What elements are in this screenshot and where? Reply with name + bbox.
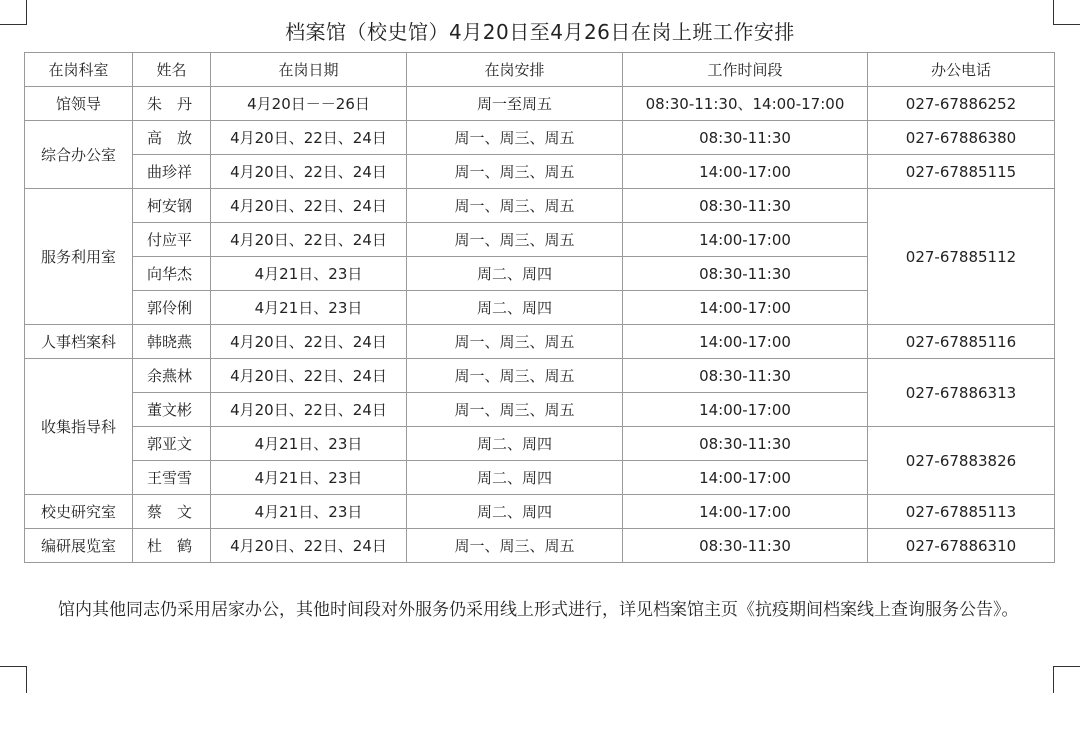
table-row — [25, 427, 1055, 461]
dept-cell: 馆领导 — [25, 87, 133, 121]
name-cell: 柯安钢 — [133, 189, 211, 223]
header-dates: 在岗日期 — [211, 53, 407, 87]
time-cell: 08:30-11:30 — [623, 121, 868, 155]
phone-cell: 027-67885116 — [868, 325, 1055, 359]
phone-cell: 027-67883826 — [868, 427, 1055, 495]
phone-cell: 027-67885113 — [868, 495, 1055, 529]
days-cell: 周一、周三、周五 — [407, 529, 623, 563]
dates-cell: 4月21日、23日 — [211, 427, 407, 461]
dates-cell: 4月20日、22日、24日 — [211, 393, 407, 427]
time-cell: 14:00-17:00 — [623, 461, 868, 495]
days-cell: 周一、周三、周五 — [407, 223, 623, 257]
name-cell: 郭亚文 — [133, 427, 211, 461]
phone-cell: 027-67885115 — [868, 155, 1055, 189]
header-days: 在岗安排 — [407, 53, 623, 87]
days-cell: 周一、周三、周五 — [407, 121, 623, 155]
dates-cell: 4月21日、23日 — [211, 495, 407, 529]
time-cell: 08:30-11:30 — [623, 427, 868, 461]
name-cell: 曲珍祥 — [133, 155, 211, 189]
header-name: 姓名 — [133, 53, 211, 87]
table-row — [25, 325, 1055, 359]
table-row — [25, 495, 1055, 529]
dates-cell: 4月20日、22日、24日 — [211, 529, 407, 563]
name-cell: 郭伶俐 — [133, 291, 211, 325]
table-row — [25, 189, 1055, 223]
dept-cell: 收集指导科 — [25, 359, 133, 495]
phone-cell: 027-67886310 — [868, 529, 1055, 563]
header-time: 工作时间段 — [623, 53, 868, 87]
dates-cell: 4月20日、22日、24日 — [211, 189, 407, 223]
time-cell: 14:00-17:00 — [623, 223, 868, 257]
phone-cell: 027-67886313 — [868, 359, 1055, 427]
table-row — [25, 121, 1055, 155]
time-cell: 14:00-17:00 — [623, 325, 868, 359]
dates-cell: 4月21日、23日 — [211, 461, 407, 495]
days-cell: 周一、周三、周五 — [407, 189, 623, 223]
schedule-table — [24, 52, 1055, 563]
table-row — [25, 155, 1055, 189]
days-cell: 周二、周四 — [407, 495, 623, 529]
dates-cell: 4月21日、23日 — [211, 291, 407, 325]
time-cell: 08:30-11:30 — [623, 529, 868, 563]
dept-cell: 校史研究室 — [25, 495, 133, 529]
page-title: 档案馆（校史馆）4月20日至4月26日在岗上班工作安排 — [285, 20, 795, 44]
dates-cell: 4月20日、22日、24日 — [211, 121, 407, 155]
table-row — [25, 87, 1055, 121]
days-cell: 周二、周四 — [407, 461, 623, 495]
days-cell: 周一、周三、周五 — [407, 325, 623, 359]
time-cell: 08:30-11:30 — [623, 359, 868, 393]
footnote-paragraph: 馆内其他同志仍采用居家办公，其他时间段对外服务仍采用线上形式进行，详见档案馆主页《抗疫期间档案线上查询服务公告》。 — [58, 600, 1019, 620]
dept-cell: 综合办公室 — [25, 121, 133, 189]
dates-cell: 4月21日、23日 — [211, 257, 407, 291]
table-row — [25, 359, 1055, 393]
days-cell: 周一至周五 — [407, 87, 623, 121]
phone-cell: 027-67885112 — [868, 189, 1055, 325]
header-dept: 在岗科室 — [25, 53, 133, 87]
name-cell: 蔡 文 — [133, 495, 211, 529]
name-cell: 付应平 — [133, 223, 211, 257]
dates-cell: 4月20日、22日、24日 — [211, 223, 407, 257]
table-header-row — [25, 53, 1055, 87]
time-cell: 14:00-17:00 — [623, 495, 868, 529]
time-cell: 08:30-11:30 — [623, 189, 868, 223]
table-row — [25, 529, 1055, 563]
time-cell: 08:30-11:30 — [623, 257, 868, 291]
name-cell: 余燕林 — [133, 359, 211, 393]
time-cell: 08:30-11:30、14:00-17:00 — [623, 87, 868, 121]
name-cell: 高 放 — [133, 121, 211, 155]
name-cell: 董文彬 — [133, 393, 211, 427]
phone-cell: 027-67886380 — [868, 121, 1055, 155]
days-cell: 周二、周四 — [407, 291, 623, 325]
time-cell: 14:00-17:00 — [623, 291, 868, 325]
phone-cell: 027-67886252 — [868, 87, 1055, 121]
name-cell: 韩晓燕 — [133, 325, 211, 359]
days-cell: 周一、周三、周五 — [407, 155, 623, 189]
time-cell: 14:00-17:00 — [623, 393, 868, 427]
dept-cell: 编研展览室 — [25, 529, 133, 563]
name-cell: 向华杰 — [133, 257, 211, 291]
name-cell: 朱 丹 — [133, 87, 211, 121]
crop-mark-bottom-left — [0, 666, 27, 693]
dates-cell: 4月20日、22日、24日 — [211, 155, 407, 189]
time-cell: 14:00-17:00 — [623, 155, 868, 189]
dept-cell: 服务利用室 — [25, 189, 133, 325]
dept-cell: 人事档案科 — [25, 325, 133, 359]
name-cell: 王雪雪 — [133, 461, 211, 495]
days-cell: 周一、周三、周五 — [407, 393, 623, 427]
name-cell: 杜 鹤 — [133, 529, 211, 563]
header-phone: 办公电话 — [868, 53, 1055, 87]
days-cell: 周二、周四 — [407, 427, 623, 461]
days-cell: 周一、周三、周五 — [407, 359, 623, 393]
crop-mark-bottom-right — [1053, 666, 1080, 693]
dates-cell: 4月20日、22日、24日 — [211, 359, 407, 393]
dates-cell: 4月20日、22日、24日 — [211, 325, 407, 359]
days-cell: 周二、周四 — [407, 257, 623, 291]
dates-cell: 4月20日－－26日 — [211, 87, 407, 121]
